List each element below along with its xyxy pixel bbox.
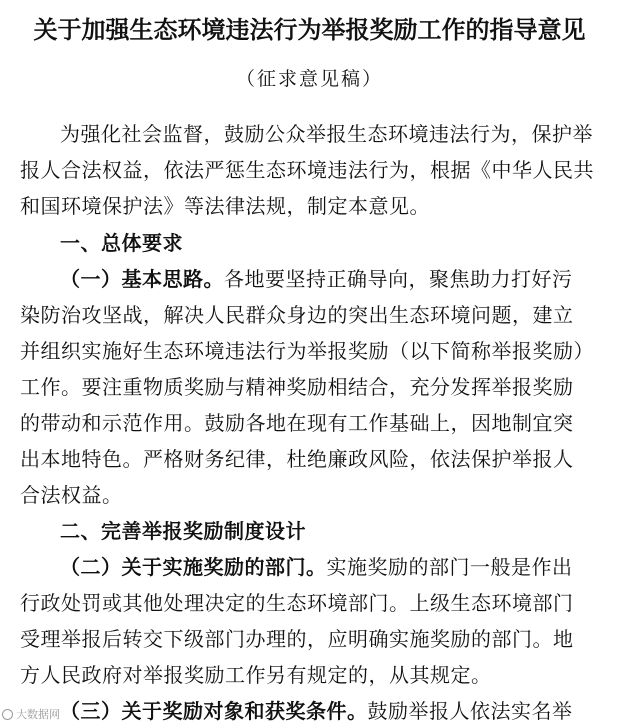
- paragraph-line: [20, 154, 594, 183]
- line-text: 报人合法权益，依法严惩生态环境违法行为，根据《中华人民共: [20, 158, 594, 182]
- watermark-logo-icon: [2, 709, 13, 720]
- paragraph-line: [20, 371, 574, 400]
- line-text: 并组织实施好生态环境违法行为举报奖励（以下简称举报奖励）: [20, 339, 594, 363]
- line-text: 的带动和示范作用。鼓励各地在现有工作基础上，因地制宜突: [20, 411, 574, 435]
- paragraph-line: [20, 443, 574, 472]
- paragraph-line: [20, 623, 574, 652]
- paragraph-line: [20, 659, 492, 688]
- line-text: 为强化社会监督，鼓励公众举报生态环境违法行为，保护举: [60, 122, 593, 146]
- paragraph-line: [20, 479, 123, 508]
- paragraph-line: [20, 407, 574, 436]
- paragraph-line: [20, 190, 430, 219]
- line-text: 受理举报后转交下级部门办理的，应明确实施奖励的部门。地: [20, 627, 574, 651]
- watermark: [2, 706, 60, 722]
- watermark-text: 大数据网: [16, 708, 60, 721]
- line-text: 各地要坚持正确导向，聚焦助力打好污: [224, 267, 573, 291]
- paragraph-line: [20, 587, 574, 616]
- paragraph-line: [60, 263, 573, 292]
- paragraph-line: [60, 118, 593, 147]
- paragraph-line: [60, 695, 573, 724]
- subsection-heading: （三）关于奖励对象和获奖条件。: [60, 699, 368, 723]
- line-text: 合法权益。: [20, 483, 123, 507]
- heading-text: 一、总体要求: [60, 231, 183, 255]
- paragraph-line: [60, 551, 573, 580]
- line-text: 和国环境保护法》等法律法规，制定本意见。: [20, 194, 430, 218]
- heading-text: 二、完善举报奖励制度设计: [60, 519, 306, 543]
- line-text: 实施奖励的部门一般是作出: [326, 555, 573, 579]
- section-heading: [60, 227, 183, 256]
- document-title: 关于加强生态环境违法行为举报奖励工作的指导意见: [33, 15, 586, 44]
- paragraph-line: [20, 299, 574, 328]
- line-text: 行政处罚或其他处理决定的生态环境部门。上级生态环境部门: [20, 591, 574, 615]
- section-heading: [60, 515, 306, 544]
- subsection-heading: （一）基本思路。: [60, 267, 224, 291]
- line-text: 出本地特色。严格财务纪律，杜绝廉政风险，依法保护举报人: [20, 447, 574, 471]
- line-text: 工作。要注重物质奖励与精神奖励相结合，充分发挥举报奖励: [20, 375, 574, 399]
- subsection-heading: （二）关于实施奖励的部门。: [60, 555, 327, 579]
- paragraph-line: [20, 335, 594, 364]
- line-text: 方人民政府对举报奖励工作另有规定的，从其规定。: [20, 663, 492, 687]
- document-subtitle: （征求意见稿）: [235, 68, 383, 90]
- line-text: 鼓励举报人依法实名举: [367, 699, 573, 723]
- line-text: 染防治攻坚战，解决人民群众身边的突出生态环境问题，建立: [20, 303, 574, 327]
